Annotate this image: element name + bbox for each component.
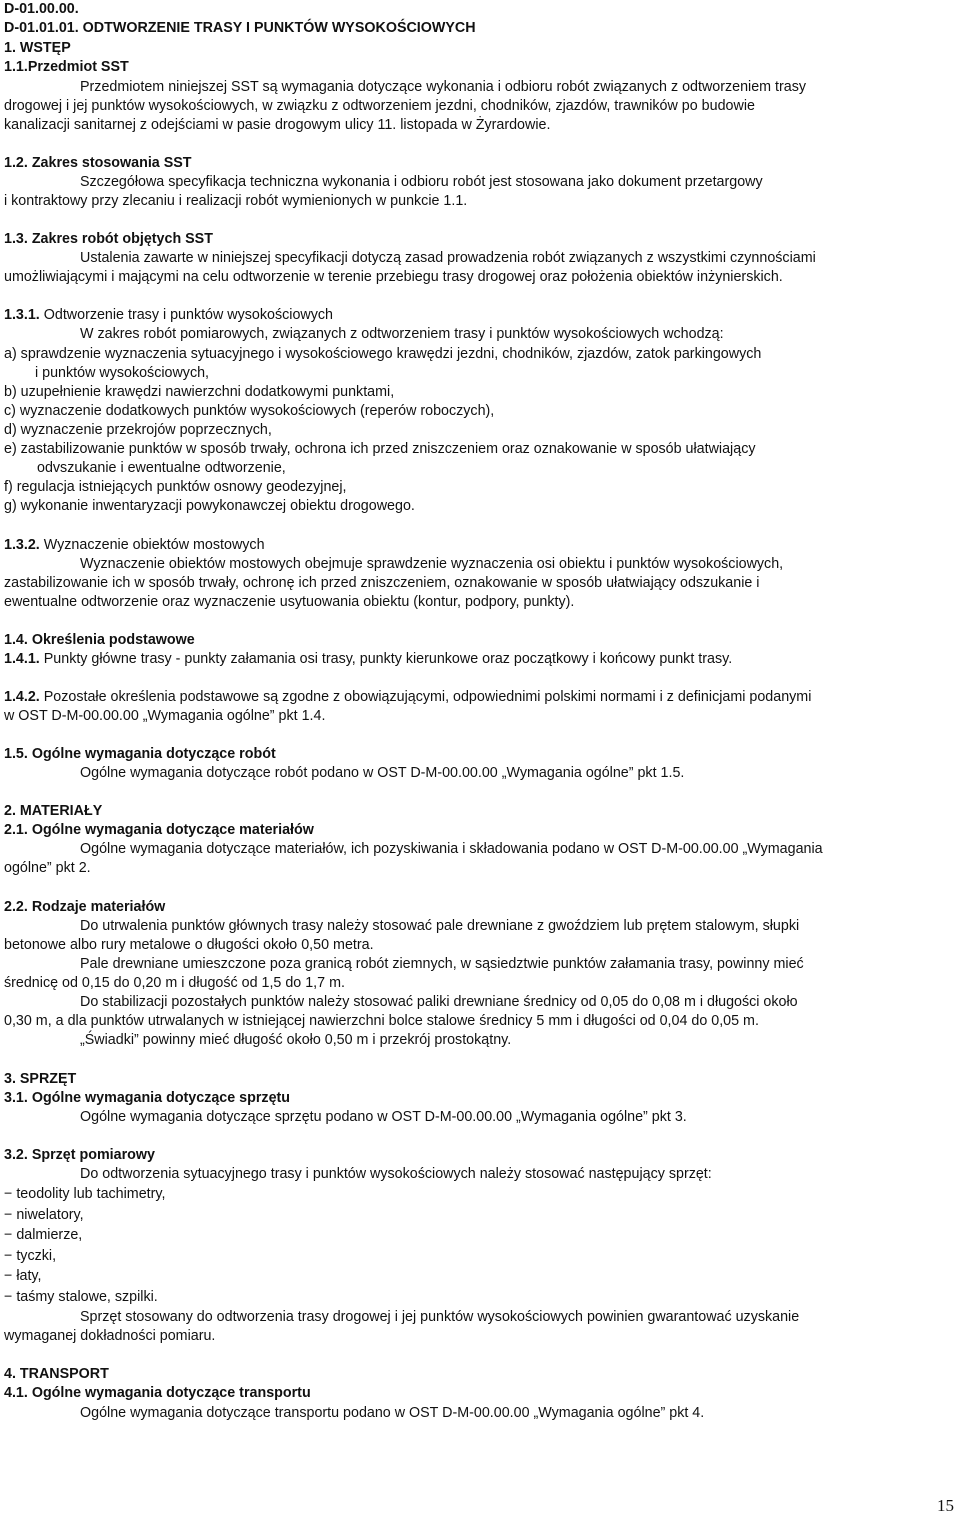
line-text: w OST D-M-00.00.00 „Wymagania ogólne” pkt 1.4. — [4, 708, 326, 724]
line-text: kanalizacji sanitarnej z odejściami w pasie drogowym ulicy 11. listopada w Żyrardowie. — [4, 117, 551, 133]
line-text: − tyczki, — [4, 1248, 57, 1264]
line-text: zastabilizowanie ich w sposób trwały, ochronę ich przed zniszczeniem, oznakowanie w sposób ułatwiający odszukanie i — [4, 575, 760, 591]
section-heading — [4, 821, 314, 840]
body-line — [80, 1108, 687, 1127]
body-line — [35, 364, 209, 383]
body-line — [80, 249, 816, 268]
body-line — [4, 97, 755, 116]
line-text: a) sprawdzenie wyznaczenia sytuacyjnego i wysokościowego krawędzi jezdni, chodników, zjazdów, zatok parkingowych — [4, 346, 762, 362]
line-text: Ustalenia zawarte w niniejszej specyfikacji dotyczą zasad prowadzenia robót związanych z wszystkimi czynnościami — [80, 250, 816, 266]
body-line — [4, 707, 325, 726]
section-heading — [4, 1384, 311, 1403]
line-bold-lead: 1.4. Określenia podstawowe — [4, 632, 195, 648]
section-heading — [4, 1070, 76, 1089]
line-text: b) uzupełnienie krawędzi nawierzchni dodatkowymi punktami, — [4, 384, 395, 400]
body-line — [4, 574, 759, 593]
line-text: Przedmiotem niniejszej SST są wymagania dotyczące wykonania i odbioru robót związanych z odtworzeniem trasy — [80, 79, 807, 95]
body-line — [80, 173, 763, 192]
line-text: W zakres robót pomiarowych, związanych z odtworzeniem trasy i punktów wysokościowych wchodzą: — [80, 326, 724, 342]
body-line — [4, 650, 732, 669]
body-line — [4, 936, 374, 955]
section-heading — [4, 802, 102, 821]
body-line — [80, 325, 724, 344]
section-heading — [4, 1146, 155, 1165]
body-line — [4, 497, 415, 516]
body-line — [80, 917, 799, 936]
line-bold-lead: 1.4.2. — [4, 689, 40, 705]
body-line — [4, 345, 761, 364]
line-text: c) wyznaczenie dodatkowych punktów wysokościowych (reperów roboczych), — [4, 403, 495, 419]
line-text: Ogólne wymagania dotyczące materiałów, ich pozyskiwania i składowania podano w OST D-M-00.00.00 „Wymagania — [80, 841, 823, 857]
line-text: Ogólne wymagania dotyczące sprzętu podano w OST D-M-00.00.00 „Wymagania ogólne” pkt 3. — [80, 1109, 687, 1125]
line-text: ogólne” pkt 2. — [4, 860, 91, 876]
section-heading — [4, 1365, 109, 1384]
body-line — [80, 840, 823, 859]
line-text: Wyznaczenie obiektów mostowych — [39, 537, 265, 553]
line-bold-lead: 1.4.1. — [4, 651, 40, 667]
section-heading — [4, 39, 71, 58]
body-line — [4, 478, 347, 497]
section-heading — [4, 154, 192, 173]
line-text: Szczegółowa specyfikacja techniczna wykonania i odbioru robót jest stosowana jako dokument przetargowy — [80, 174, 763, 190]
line-text: i kontraktowy przy zlecaniu i realizacji robót wymienionych w punkcie 1.1. — [4, 193, 468, 209]
document-code: D-01.00.00. — [4, 1, 79, 17]
body-line — [4, 1288, 158, 1307]
line-bold-lead: 3. SPRZĘT — [4, 1071, 77, 1087]
line-text: betonowe albo rury metalowe o długości około 0,50 metra. — [4, 937, 374, 953]
line-text: Ogólne wymagania dotyczące robót podano w OST D-M-00.00.00 „Wymagania ogólne” pkt 1.5. — [80, 765, 685, 781]
body-line — [80, 1165, 712, 1184]
line-bold-lead: 3.2. Sprzęt pomiarowy — [4, 1147, 155, 1163]
body-line — [80, 78, 806, 97]
document-title: D-01.01.01. ODTWORZENIE TRASY I PUNKTÓW WYSOKOŚCIOWYCH — [4, 20, 476, 36]
body-line — [4, 440, 756, 459]
section-heading — [4, 631, 195, 650]
line-text: Do utrwalenia punktów głównych trasy należy stosować pale drewniane z gwoździem lub prętem stalowym, słupki — [80, 918, 800, 934]
body-line — [4, 1185, 165, 1204]
line-text: i punktów wysokościowych, — [35, 365, 210, 381]
line-text: Pale drewniane umieszczone poza granicą robót ziemnych, w sąsiedztwie punktów załamania trasy, powinny mieć — [80, 956, 804, 972]
body-line — [4, 688, 811, 707]
line-text: − teodolity lub tachimetry, — [4, 1186, 166, 1202]
body-line — [4, 1247, 56, 1266]
body-line — [4, 192, 467, 211]
body-line — [37, 459, 286, 478]
section-heading — [4, 58, 129, 77]
line-text: 0,30 m, a dla punktów utrwalanych w istniejącej nawierzchni bolce stalowe średnicy 5 mm i długości od 0,04 do 0,05 m. — [4, 1013, 759, 1029]
line-bold-lead: 4.1. Ogólne wymagania dotyczące transportu — [4, 1385, 311, 1401]
body-line — [4, 974, 345, 993]
body-line — [4, 1226, 82, 1245]
line-bold-lead: 4. TRANSPORT — [4, 1366, 109, 1382]
body-line — [4, 1267, 41, 1286]
line-text: odvszukanie i ewentualne odtworzenie, — [37, 460, 286, 476]
body-line — [80, 555, 783, 574]
body-line — [4, 421, 272, 440]
line-text: Pozostałe określenia podstawowe są zgodne z obowiązującymi, odpowiednimi polskimi normami i z definicjami podanymi — [39, 689, 812, 705]
body-line — [80, 1031, 511, 1050]
line-text: wymaganej dokładności pomiaru. — [4, 1328, 216, 1344]
section-heading — [4, 898, 165, 917]
line-bold-lead: 1.3.2. — [4, 537, 40, 553]
line-text: d) wyznaczenie przekrojów poprzecznych, — [4, 422, 272, 438]
body-line — [80, 764, 684, 783]
body-line — [4, 402, 494, 421]
line-bold-lead: 1.3. Zakres robót objętych SST — [4, 231, 213, 247]
body-line — [4, 536, 265, 555]
line-text: − dalmierze, — [4, 1227, 83, 1243]
line-bold-lead: 2. MATERIAŁY — [4, 803, 103, 819]
section-heading — [4, 1089, 290, 1108]
line-text: średnicę od 0,15 do 0,20 m i długość od 1,5 do 1,7 m. — [4, 975, 345, 991]
body-line — [4, 1206, 84, 1225]
body-line — [4, 1012, 759, 1031]
line-text: − niwelatory, — [4, 1207, 84, 1223]
line-bold-lead: 1.5. Ogólne wymagania dotyczące robót — [4, 746, 276, 762]
body-line — [4, 306, 333, 325]
section-heading — [4, 230, 213, 249]
line-text: Do stabilizacji pozostałych punktów należy stosować paliki drewniane średnicy od 0,05 do 0,08 m i długości około — [80, 994, 798, 1010]
body-line — [80, 1308, 799, 1327]
line-text: „Świadki” powinny mieć długość około 0,50 m i przekrój prostokątny. — [80, 1032, 512, 1048]
line-text: Sprzęt stosowany do odtworzenia trasy drogowej i jej punktów wysokościowych powinien gwarantować uzyskanie — [80, 1309, 800, 1325]
line-bold-lead: 2.2. Rodzaje materiałów — [4, 899, 166, 915]
line-bold-lead: 1. WSTĘP — [4, 40, 71, 56]
line-bold-lead: 1.3.1. — [4, 307, 40, 323]
line-text: Ogólne wymagania dotyczące transportu podano w OST D-M-00.00.00 „Wymagania ogólne” pkt 4. — [80, 1405, 705, 1421]
line-text: Wyznaczenie obiektów mostowych obejmuje sprawdzenie wyznaczenia osi obiektu i punktów wysokościowych, — [80, 556, 784, 572]
line-text: umożliwiającymi i mającymi na celu odtworzenie w terenie przebiegu trasy drogowej oraz położenia obiektów inżynierskich. — [4, 269, 783, 285]
line-bold-lead: 2.1. Ogólne wymagania dotyczące materiałów — [4, 822, 314, 838]
line-text: drogowej i jej punktów wysokościowych, w związku z odtworzeniem jezdni, chodników, zjazdów, trawników po budowie — [4, 98, 755, 114]
body-line — [4, 859, 91, 878]
line-text: Do odtworzenia sytuacyjnego trasy i punktów wysokościowych należy stosować następujący sprzęt: — [80, 1166, 712, 1182]
section-heading — [4, 745, 276, 764]
body-line — [4, 383, 394, 402]
line-text: g) wykonanie inwentaryzacji powykonawczej obiektu drogowego. — [4, 498, 415, 514]
line-text: Odtworzenie trasy i punktów wysokościowych — [39, 307, 333, 323]
body-line — [4, 593, 574, 612]
line-text: ewentualne odtworzenie oraz wyznaczenie usytuowania obiektu (kontur, podpory, punkty). — [4, 594, 575, 610]
page-number: 15 — [937, 1496, 954, 1515]
line-bold-lead: 1.2. Zakres stosowania SST — [4, 155, 192, 171]
line-text: − łaty, — [4, 1268, 42, 1284]
line-bold-lead: 3.1. Ogólne wymagania dotyczące sprzętu — [4, 1090, 291, 1106]
line-text: − taśmy stalowe, szpilki. — [4, 1289, 158, 1305]
line-text: e) zastabilizowanie punktów w sposób trwały, ochrona ich przed zniszczeniem oraz oznakowanie w sposób ułatwiający — [4, 441, 756, 457]
line-text: f) regulacja istniejących punktów osnowy geodezyjnej, — [4, 479, 347, 495]
body-line — [80, 993, 798, 1012]
body-line — [4, 1327, 215, 1346]
line-bold-lead: 1.1.Przedmiot SST — [4, 59, 129, 75]
line-text: Punkty główne trasy - punkty załamania osi trasy, punkty kierunkowe oraz początkowy i końcowy punkt trasy. — [39, 651, 733, 667]
body-line — [80, 955, 804, 974]
body-line — [80, 1404, 704, 1423]
body-line — [4, 116, 550, 135]
body-line — [4, 268, 783, 287]
